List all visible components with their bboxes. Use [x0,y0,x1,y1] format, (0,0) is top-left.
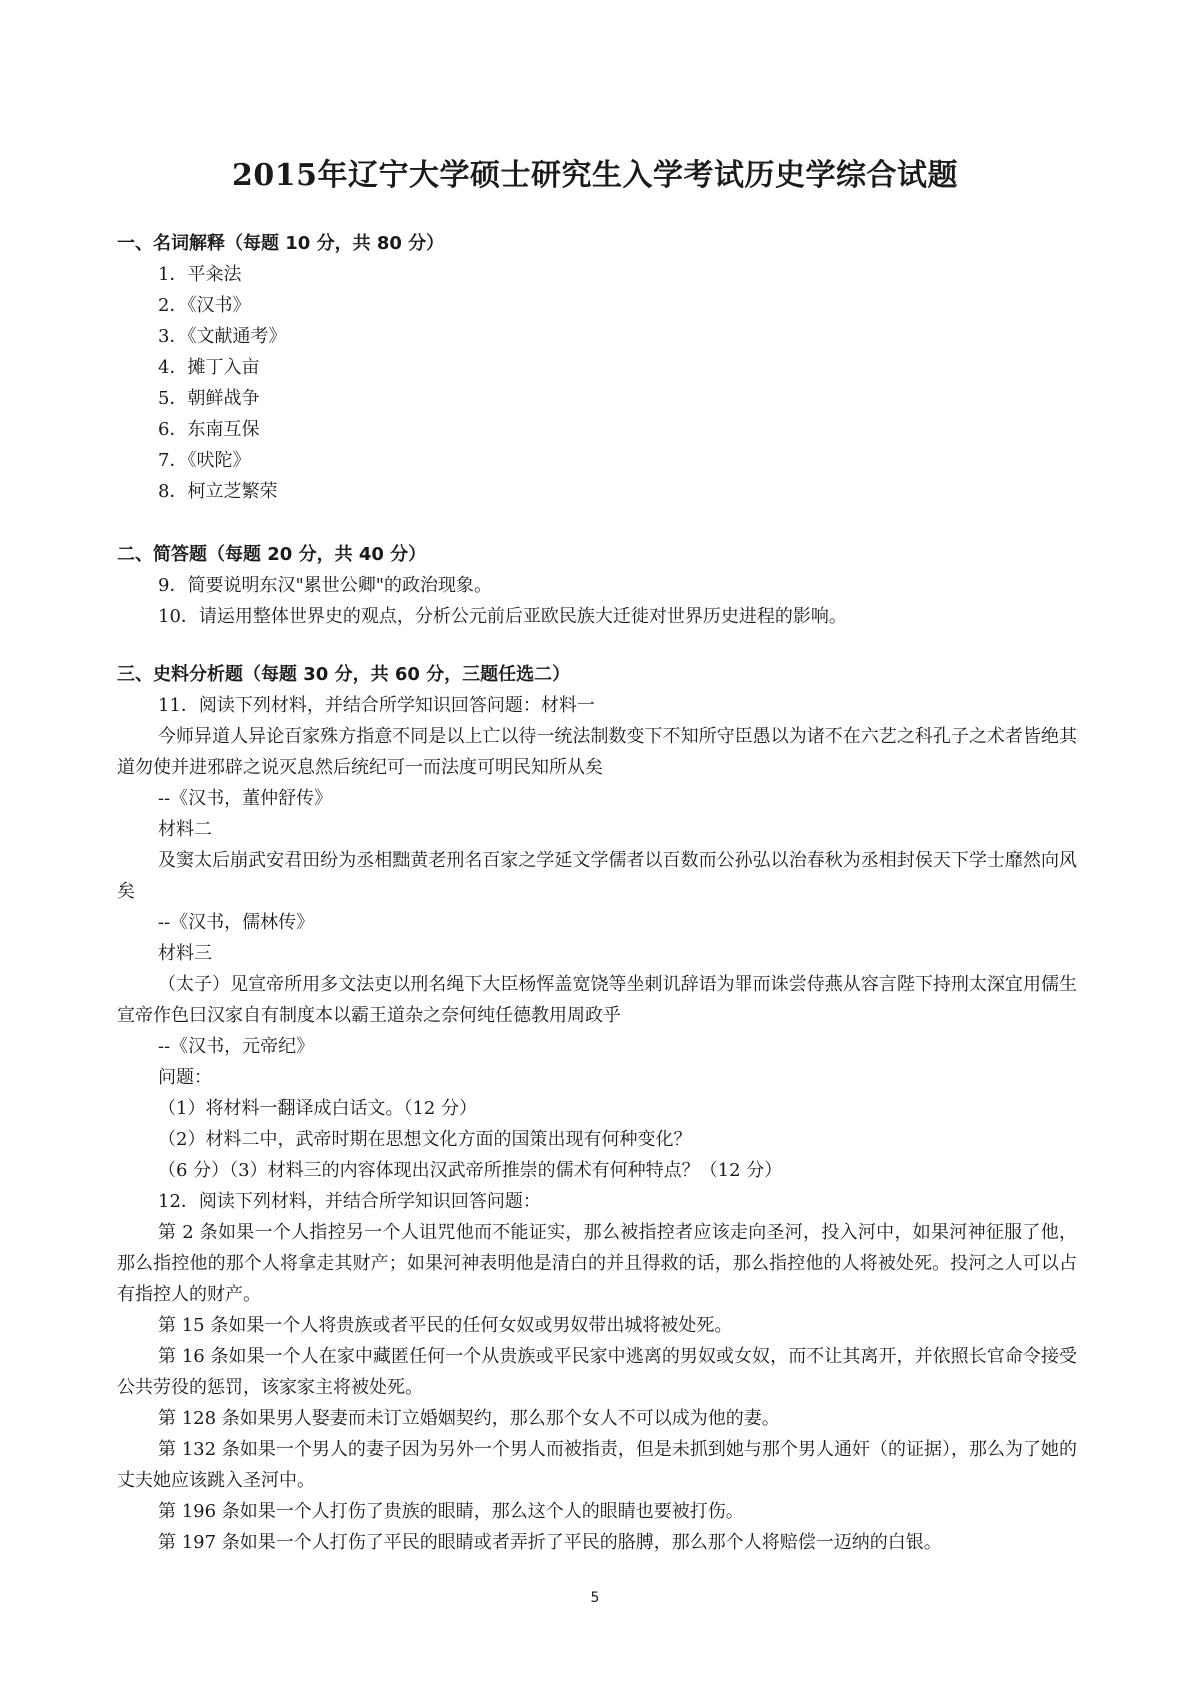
section-heading-short-answer: 二、简答题（每题 20 分，共 40 分） [117,544,427,565]
section-heading-terms: 一、名词解释（每题 10 分，共 80 分） [117,233,445,254]
term-item: 7．《吠陀》 [158,450,251,471]
law-article: 第 196 条如果一个人打伤了贵族的眼睛，那么这个人的眼睛也要被打伤。 [158,1501,744,1522]
question-12-intro: 12．阅读下列材料，并结合所学知识回答问题： [158,1191,541,1212]
short-answer-question: 9．简要说明东汉"累世公卿"的政治现象。 [158,575,493,596]
term-item: 5．朝鲜战争 [158,388,260,409]
sub-question: （6 分）（3）材料三的内容体现出汉武帝所推崇的儒术有何种特点？（12 分） [158,1160,783,1181]
term-item: 4．摊丁入亩 [158,357,260,378]
sub-question: （2）材料二中，武帝时期在思想文化方面的国策出现有何种变化？ [158,1129,692,1150]
section-gap [117,507,1077,539]
material-2-text: 及窦太后崩武安君田纷为丞相黜黄老刑名百家之学延文学儒者以百数而公孙弘以治春秋为丞相封侯天下学士靡然向风矣 [117,850,1077,902]
section-heading-source-analysis: 三、史料分析题（每题 30 分，共 60 分，三题任选二） [117,664,571,685]
sub-question: （1）将材料一翻译成白话文。（12 分） [158,1098,478,1119]
material-3-source: --《汉书，元帝纪》 [158,1036,315,1057]
material-2-label: 材料二 [158,819,212,840]
material-2-source: --《汉书，儒林传》 [158,912,315,933]
material-3-text: （太子）见宣帝所用多文法吏以刑名绳下大臣杨恽盖宽饶等坐刺讥辞语为罪而诛尝侍燕从容言陛下持刑太深宜用儒生宣帝作色曰汉家自有制度本以霸王道杂之奈何纯任德教用周政乎 [117,974,1077,1026]
term-item: 1．平籴法 [158,264,242,285]
question-11-intro: 11．阅读下列材料，并结合所学知识回答问题：材料一 [158,695,595,716]
law-article: 第 132 条如果一个男人的妻子因为另外一个男人而被指责，但是未抓到她与那个男人通奸（的证据），那么为了她的丈夫她应该跳入圣河中。 [117,1439,1077,1491]
law-article: 第 128 条如果男人娶妻而未订立婚姻契约，那么那个女人不可以成为他的妻。 [158,1408,780,1429]
material-1-source: --《汉书，董仲舒传》 [158,788,333,809]
term-item: 6．东南互保 [158,419,260,440]
material-1-text: 今师异道人异论百家殊方指意不同是以上亡以待一统法制数变下不知所守臣愚以为诸不在六艺之科孔子之术者皆绝其道勿使并进邪辟之说灭息然后统纪可一而法度可明民知所从矣 [117,726,1077,778]
term-item: 2．《汉书》 [158,295,251,316]
section-gap [117,632,1077,659]
page-number: 5 [590,1590,600,1606]
term-item: 3．《文献通考》 [158,326,287,347]
short-answer-question: 10．请运用整体世界史的观点，分析公元前后亚欧民族大迁徙对世界历史进程的影响。 [158,606,847,627]
exam-content [117,228,1077,1558]
page-title: 2015年辽宁大学硕士研究生入学考试历史学综合试题 [232,158,958,193]
material-3-label: 材料三 [158,943,212,964]
questions-label: 问题： [158,1067,212,1088]
law-article: 第 16 条如果一个人在家中藏匿任何一个从贵族或平民家中逃离的男奴或女奴，而不让其离开，并依照长官命令接受公共劳役的惩罚，该家家主将被处死。 [117,1346,1077,1398]
law-article: 第 197 条如果一个人打伤了平民的眼睛或者弄折了平民的胳膊，那么那个人将赔偿一迈纳的白银。 [158,1532,942,1553]
law-article: 第 2 条如果一个人指控另一个人诅咒他而不能证实，那么被指控者应该走向圣河，投入河中，如果河神征服了他，那么指控他的那个人将拿走其财产；如果河神表明他是清白的并且得救的话，那么指控他的人将被处死。投河之人可以占有指控人的财产。 [117,1222,1077,1305]
term-item: 8．柯立芝繁荣 [158,481,278,502]
law-article: 第 15 条如果一个人将贵族或者平民的任何女奴或男奴带出城将被处死。 [158,1315,733,1336]
